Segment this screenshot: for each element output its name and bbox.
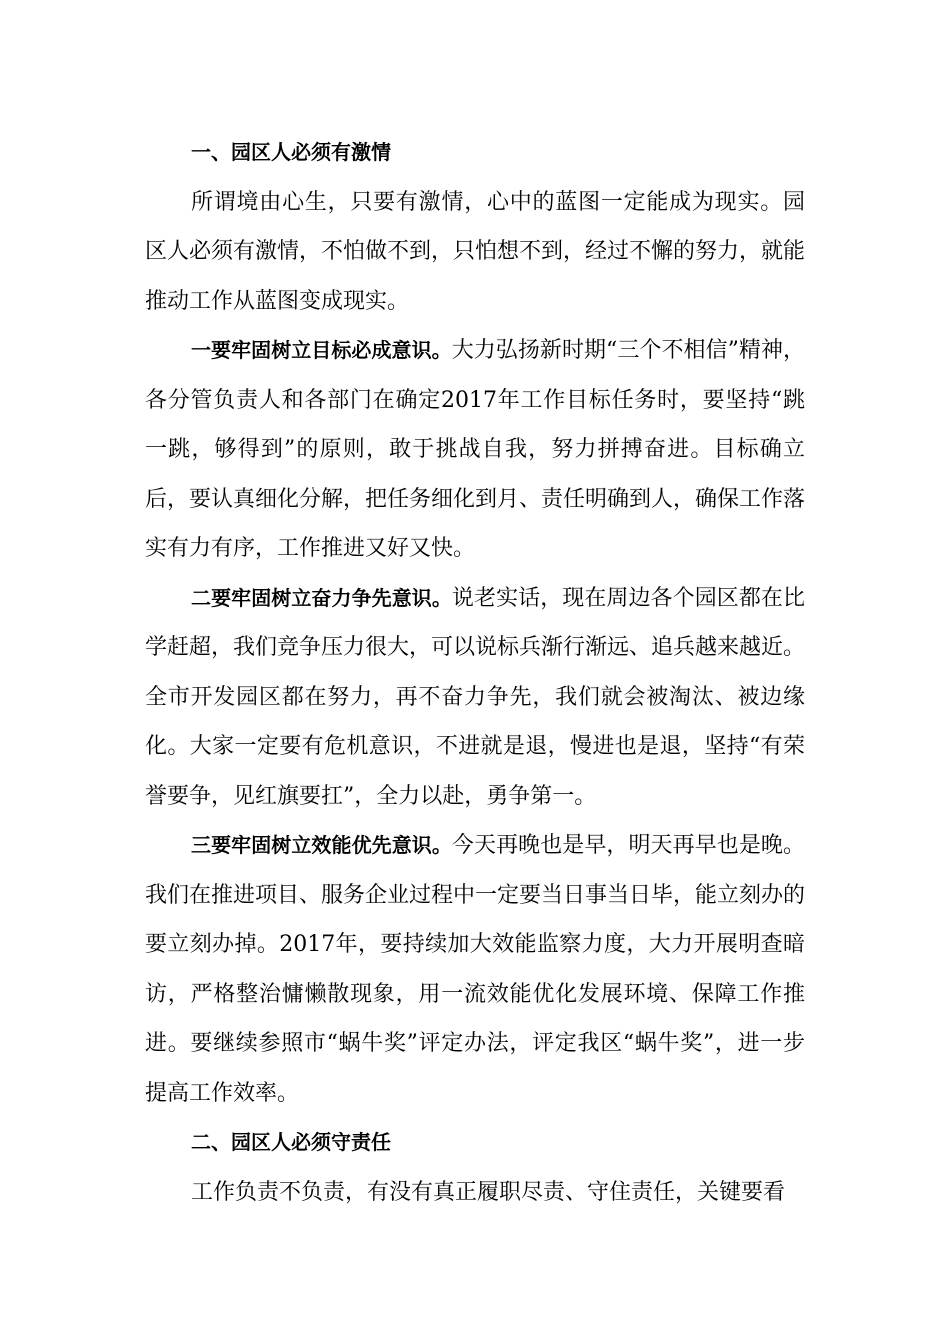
section-intro: 所谓境由心生，只要有激情，心中的蓝图一定能成为现实。园区人必须有激情，不怕做不到，只怕想不到，经过不懈的努力，就能推动工作从蓝图变成现实。 [145, 189, 806, 314]
point-text: 大力弘扬新时期“三个不相信”精神，各分管负责人和各部门在确定2017年工作目标任务时，要坚持“跳一跳，够得到”的原则，敢于挑战自我，努力拼搏奋进。目标确立后，要认真细化分解，把任务细化到月、责任明确到人，确保工作落实有力有序，工作推进又好又快。 [145, 338, 806, 561]
point-lead: 三要牢固树立效能优先意识。 [191, 833, 452, 857]
point-paragraph [145, 821, 805, 1118]
point-lead: 一要牢固树立目标必成意识。 [191, 338, 452, 362]
point-paragraph [145, 326, 805, 574]
point-text: 说老实话，现在周边各个园区都在比学赶超，我们竞争压力很大，可以说标兵渐行渐远、追兵越来越近。全市开发园区都在努力，再不奋力争先，我们就会被淘汰、被边缘化。大家一定要有危机意识，不进就是退，慢进也是退，坚持“有荣誉要争，见红旗要扛”，全力以赴，勇争第一。 [145, 585, 806, 809]
point-text: 今天再晚也是早，明天再早也是晚。我们在推进项目、服务企业过程中一定要当日事当日毕，能立刻办的要立刻办掉。2017年，要持续加大效能监察力度，大力开展明查暗访，严格整治慵懒散现象，用一流效能优化发展环境、保障工作推进。要继续参照市“蜗牛奖”评定办法，评定我区“蜗牛奖”，进一步提高工作效率。 [145, 833, 806, 1106]
point-paragraph [145, 574, 805, 822]
section-heading: 二、园区人必须守责任 [191, 1130, 391, 1154]
section-intro: 工作负责不负责，有没有真正履职尽责、守住责任，关键要看 [191, 1179, 786, 1205]
section-heading: 一、园区人必须有激情 [191, 140, 391, 164]
point-lead: 二要牢固树立奋力争先意识。 [191, 585, 452, 610]
document-page [145, 128, 805, 1217]
